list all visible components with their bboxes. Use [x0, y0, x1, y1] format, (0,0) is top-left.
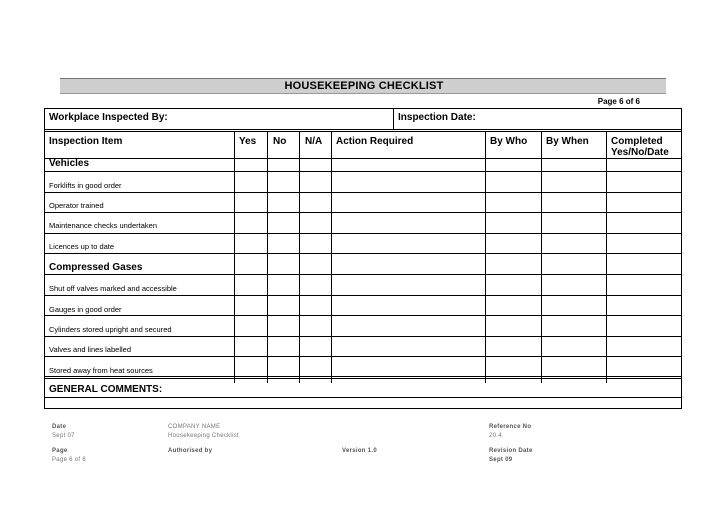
row-divider-double: [44, 378, 682, 379]
header-row-divider-double: [44, 131, 682, 132]
section-vehicles: Vehicles: [49, 158, 90, 169]
row-divider: [44, 212, 682, 213]
inspected-by-label: Workplace Inspected By:: [49, 112, 168, 123]
row-divider: [44, 274, 682, 275]
footer-reference-value: 20.4: [489, 433, 502, 439]
footer-reference-label: Reference No: [489, 424, 532, 430]
header-row-divider: [44, 129, 682, 130]
footer-date-label: Date: [52, 424, 67, 430]
general-comments-label: GENERAL COMMENTS:: [49, 384, 163, 395]
header-divider: [393, 108, 394, 129]
row-divider: [44, 376, 682, 377]
col-divider: [541, 131, 542, 383]
list-item: Maintenance checks undertaken: [49, 221, 157, 230]
row-divider: [44, 356, 682, 357]
col-inspection-item: Inspection Item: [49, 136, 123, 147]
inspection-date-label: Inspection Date:: [398, 112, 476, 123]
footer-date-value: Sept 07: [52, 433, 75, 439]
footer-document-name: Housekeeping Checklist: [168, 433, 239, 439]
row-divider: [44, 397, 682, 398]
col-by-when: By When: [546, 136, 589, 147]
list-item: Cylinders stored upright and secured: [49, 325, 172, 334]
page-number: Page 6 of 6: [597, 97, 640, 106]
col-divider: [485, 131, 486, 383]
list-item: Valves and lines labelled: [49, 345, 131, 354]
col-completed-sub: Yes/No/Date: [611, 147, 669, 158]
col-completed: Completed: [611, 136, 663, 147]
row-divider: [44, 253, 682, 254]
list-item: Stored away from heat sources: [49, 366, 153, 375]
col-divider: [267, 131, 268, 383]
checklist-table: [44, 108, 682, 409]
col-by-who: By Who: [490, 136, 528, 147]
list-item: Forklifts in good order: [49, 181, 122, 190]
col-na: N/A: [305, 136, 323, 147]
col-divider: [331, 131, 332, 383]
row-divider: [44, 192, 682, 193]
col-action-required: Action Required: [336, 136, 414, 147]
row-divider: [44, 171, 682, 172]
list-item: Operator trained: [49, 201, 104, 210]
row-divider: [44, 158, 682, 159]
footer-revision-value: Sept 09: [489, 457, 513, 463]
col-divider: [299, 131, 300, 383]
page-title: HOUSEKEEPING CHECKLIST: [284, 80, 444, 92]
row-divider: [44, 315, 682, 316]
footer-company-name: COMPANY NAME: [168, 424, 221, 430]
col-divider: [234, 131, 235, 383]
footer-page-value: Page 6 of 6: [52, 457, 86, 463]
col-no: No: [273, 136, 287, 147]
row-divider: [44, 336, 682, 337]
footer-revision-label: Revision Date: [489, 448, 533, 454]
section-compressed-gases: Compressed Gases: [49, 262, 143, 273]
list-item: Shut off valves marked and accessible: [49, 284, 177, 293]
footer-version: Version 1.0: [342, 448, 377, 454]
row-divider: [44, 295, 682, 296]
row-divider: [44, 233, 682, 234]
list-item: Gauges in good order: [49, 305, 122, 314]
list-item: Licences up to date: [49, 242, 115, 251]
col-yes: Yes: [239, 136, 257, 147]
footer-page-label: Page: [52, 448, 68, 454]
col-divider: [606, 131, 607, 383]
footer-authorised-label: Authorised by: [168, 448, 213, 454]
